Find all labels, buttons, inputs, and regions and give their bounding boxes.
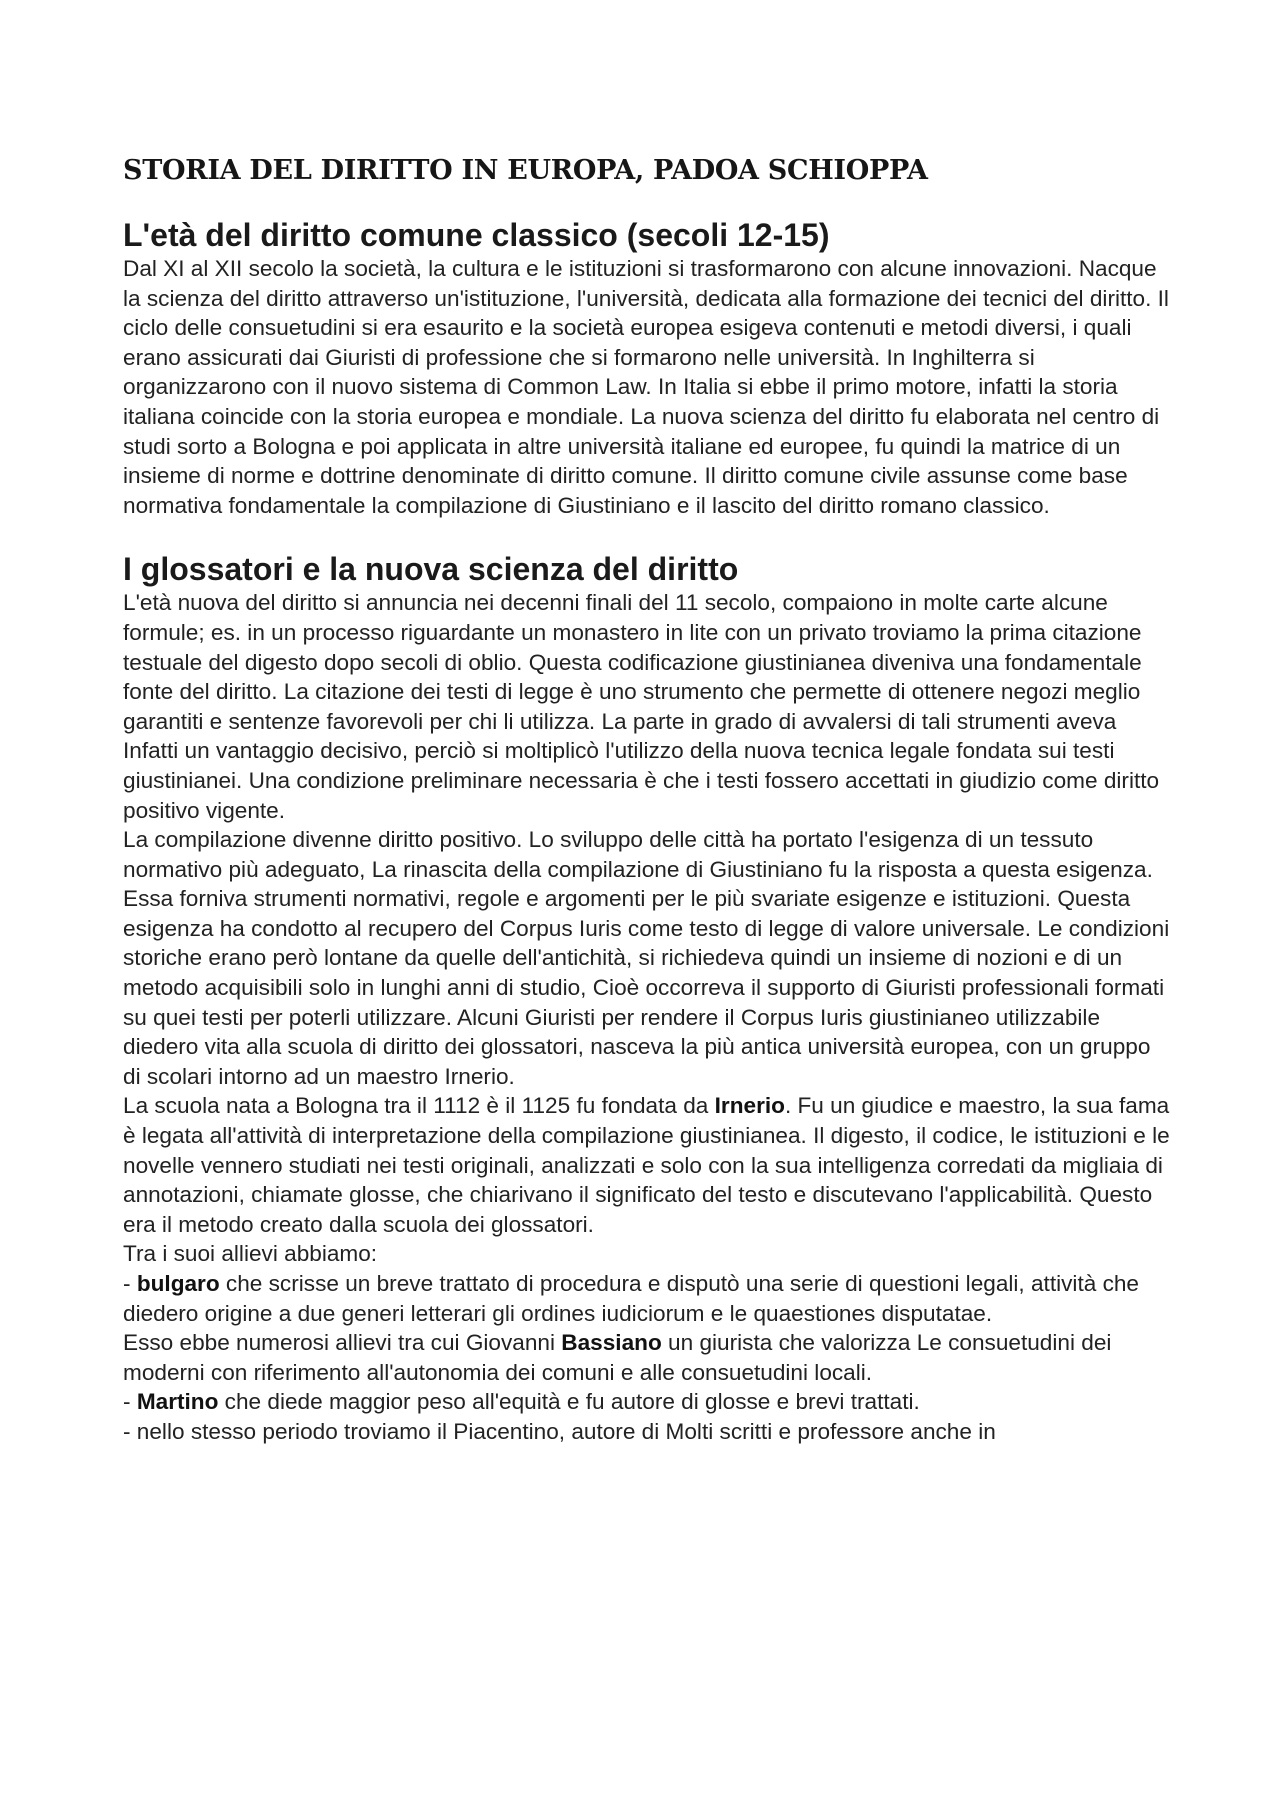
bold-name-martino: Martino — [136, 1389, 219, 1415]
list-item-piacentino: - nello stesso periodo troviamo il Piacentino, autore di Molti scritti e professore anche in — [123, 1418, 996, 1444]
text-run: - — [123, 1271, 137, 1296]
list-item-bulgaro — [123, 1269, 1173, 1328]
text-run: La scuola nata a Bologna tra il 1112 è il 1125 fu fondata da — [123, 1093, 715, 1119]
document-page — [123, 153, 1173, 1447]
section-diritto-comune — [123, 216, 1173, 520]
paragraph: Dal XI al XII secolo la società, la cultura e le istituzioni si trasformarono con alcune innovazioni. Nacque la scienza del diritto attraverso un'istituzione, l'università, dedicata alla formazione dei tecnici del diritto. Il ciclo delle consuetudini si era esaurito e la società europea esigeva contenuti e metodi diversi, i quali erano assicurati dai Giuristi di professione che si formarono nelle università. In Inghilterra si organizzarono con il nuovo sistema di Common Law. In Italia si ebbe il primo motore, infatti la storia italiana coincide con la storia europea e mondiale. La nuova scienza del diritto fu elaborata nel centro di studi sorto a Bologna e poi applicata in altre università italiane ed europee, fu quindi la matrice di un insieme di norme e dottrine denominate di diritto comune. Il diritto comune civile assunse come base normativa fondamentale la compilazione di Giustiniano e il lascito del diritto romano classico. — [123, 256, 1169, 518]
text-run: un giurista che valorizza Le consuetudini dei moderni con riferimento all'autonomia dei comuni e alle consuetudini locali. — [123, 1330, 1112, 1385]
bold-name-irnerio: Irnerio — [714, 1093, 785, 1119]
list-item-martino — [123, 1387, 1173, 1417]
text-run: Esso ebbe numerosi allievi tra cui Giovanni — [123, 1330, 562, 1356]
section-heading-glossatori: I glossatori e la nuova scienza del diritto — [123, 551, 739, 588]
paragraph: La compilazione divenne diritto positivo. Lo sviluppo delle città ha portato l'esigenza di un tessuto normativo più adeguato, La rinascita della compilazione di Giustiniano fu la risposta a questa esigenza. Essa forniva strumenti normativi, regole e argomenti per le più svariate esigenze e istituzioni. Questa esigenza ha condotto al recupero del Corpus Iuris come testo di legge di valore universale. Le condizioni storiche erano però lontane da quelle dell'antichità, si richiedeva quindi un insieme di nozioni e di un metodo acquisibili solo in lunghi anni di studio, Cioè occorreva il supporto di Giuristi professionali formati su quei testi per poterli utilizzare. Alcuni Giuristi per rendere il Corpus Iuris giustinianeo utilizzabile diedero vita alla scuola di diritto dei glossatori, nasceva la più antica università europea, con un gruppo di scolari intorno ad un maestro Irnerio. — [123, 827, 1170, 1089]
bold-name-bassiano: Bassiano — [561, 1330, 662, 1356]
bold-name-bulgaro: bulgaro — [136, 1271, 220, 1296]
section-glossatori — [123, 550, 1173, 1446]
paragraph-irnerio — [123, 1091, 1173, 1239]
document-title: STORIA DEL DIRITTO IN EUROPA, PADOA SCHIOPPA — [123, 155, 928, 186]
paragraph-bassiano — [123, 1328, 1173, 1387]
text-run: - — [123, 1389, 137, 1415]
text-run: che scrisse un breve trattato di procedura e disputò una serie di questioni legali, attività che diedero origine a due generi letterari gli ordines iudiciorum e le quaestiones disputatae. — [123, 1271, 1139, 1326]
paragraph: Tra i suoi allievi abbiamo: — [123, 1241, 378, 1267]
text-run: che diede maggior peso all'equità e fu autore di glosse e brevi trattati. — [218, 1389, 920, 1415]
text-run: . Fu un giudice e maestro, la sua fama è legata all'attività di interpretazione della compilazione giustinianea. Il digesto, il codice, le istituzioni e le novelle vennero studiati nei testi originali, analizzati e solo con la sua intelligenza corredati da migliaia di annotazioni, chiamate glosse, che chiarivano il significato del testo e discutevano l'applicabilità. Questo era il metodo creato dalla scuola dei glossatori. — [123, 1093, 1170, 1237]
section-heading-diritto-comune: L'età del diritto comune classico (secoli 12-15) — [123, 217, 830, 253]
paragraph: L'età nuova del diritto si annuncia nei decenni finali del 11 secolo, compaiono in molte carte alcune formule; es. in un processo riguardante un monastero in lite con un privato troviamo la prima citazione testuale del digesto dopo secoli di oblio. Questa codificazione giustinianea diveniva una fondamentale fonte del diritto. La citazione dei testi di legge è uno strumento che permette di ottenere negozi meglio garantiti e sentenze favorevoli per chi li utilizza. La parte in grado di avvalersi di tali strumenti aveva Infatti un vantaggio decisivo, perciò si moltiplicò l'utilizzo della nuova tecnica legale fondata sui testi giustinianei. Una condizione preliminare necessaria è che i testi fossero accettati in giudizio come diritto positivo vigente. — [123, 590, 1160, 823]
